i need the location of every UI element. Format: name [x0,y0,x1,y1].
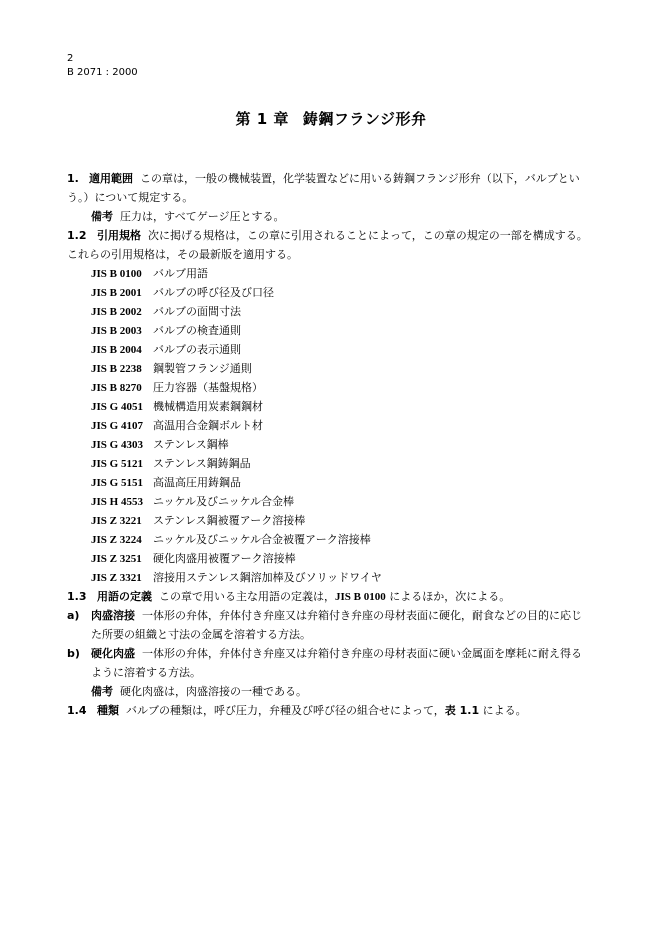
item-label: b) [67,647,80,660]
standard-item: JIS G 4107 高温用合金鋼ボルト材 [91,419,263,432]
section-1-remark [91,210,285,224]
standard-item: JIS B 2003 バルブの検査通則 [91,324,241,337]
definition-b-cont: ように溶着する方法。 [91,666,201,679]
section-text: 次に掲げる規格は，この章に引用されることによって，この章の規定の一部を構成する。 [148,229,588,242]
standard-item: JIS Z 3321 溶接用ステンレス鋼溶加棒及びソリッドワイヤ [91,571,382,584]
standard-item: JIS B 2004 バルブの表示通則 [91,343,241,356]
standard-item: JIS G 4051 機械構造用炭素鋼鋼材 [91,400,263,413]
chapter-name: 鋳鋼フランジ形弁 [302,110,427,128]
section-heading: 種類 [97,704,119,717]
section-number: 1.3 [67,590,87,603]
section-1-line-2: う。）について規定する。 [67,191,194,204]
standard-item: JIS H 4553 ニッケル及びニッケル合金棒 [91,495,295,508]
page-number: 2 [67,53,74,64]
section-3-remark [91,685,307,699]
standard-item: JIS G 5151 高温高圧用鋳鋼品 [91,476,241,489]
section-number: 1.4 [67,704,87,717]
section-number: 1.2 [67,229,87,242]
standard-item: JIS Z 3221 ステンレス鋼被覆アーク溶接棒 [91,514,306,527]
standard-item: JIS Z 3251 硬化肉盛用被覆アーク溶接棒 [91,552,296,565]
section-heading: 用語の定義 [97,590,152,603]
standard-item: JIS B 2002 バルブの面間寸法 [91,305,241,318]
document-id: B 2071 : 2000 [67,67,138,78]
section-text: この章は，一般の機械装置，化学装置などに用いる鋳鋼フランジ形弁（以下，バルブとい [140,172,580,185]
standard-item: JIS Z 3224 ニッケル及びニッケル合金被覆アーク溶接棒 [91,533,371,546]
definition-a-cont: た所要の組織と寸法の金属を溶着する方法。 [91,628,311,641]
section-3-line-1: 1.3 用語の定義 この章で用いる主な用語の定義は，JIS B 0100 によるほか，次による。 [67,590,511,603]
remark-text: 硬化肉盛は，肉盛溶接の一種である。 [120,685,307,698]
standard-item: JIS B 2238 鋼製管フランジ通則 [91,362,252,375]
section-2-line-1 [67,229,588,243]
remark-label: 備考 [91,685,113,698]
table-reference: 表 1.1 [444,704,480,717]
standard-reference: JIS B 0100 [335,591,386,603]
standard-item: JIS B 2001 バルブの呼び径及び口径 [91,286,274,299]
defined-term: 硬化肉盛 [91,647,135,660]
definition-a: a) 肉盛溶接 一体形の弁体，弁体付き弁座又は弁箱付き弁座の母材表面に硬化，耐食などの目的に応じ [67,609,582,622]
chapter-title [0,108,662,129]
section-2-line-2: これらの引用規格は，その最新版を適用する。 [67,248,298,261]
section-heading: 引用規格 [97,229,141,242]
remark-text: 圧力は，すべてゲージ圧とする。 [120,210,285,223]
section-heading: 適用範囲 [89,172,133,185]
standard-item: JIS G 5121 ステンレス鋼鋳鋼品 [91,457,251,470]
section-1-line-1 [67,172,580,186]
defined-term: 肉盛溶接 [91,609,135,622]
section-number: 1. [67,172,79,185]
standard-item: JIS B 8270 圧力容器（基盤規格） [91,381,263,394]
standard-item: JIS G 4303 ステンレス鋼棒 [91,438,229,451]
chapter-number: 第 1 章 [235,110,289,128]
remark-label: 備考 [91,210,113,223]
item-label: a) [67,609,80,622]
section-4-line-1: 1.4 種類 バルブの種類は，呼び圧力，弁種及び呼び径の組合せによって，表 1.1 による。 [67,704,527,717]
standard-item: JIS B 0100 バルブ用語 [91,267,208,280]
definition-b: b) 硬化肉盛 一体形の弁体，弁体付き弁座又は弁箱付き弁座の母材表面に硬い金属面を摩耗に耐え得る [67,647,582,660]
